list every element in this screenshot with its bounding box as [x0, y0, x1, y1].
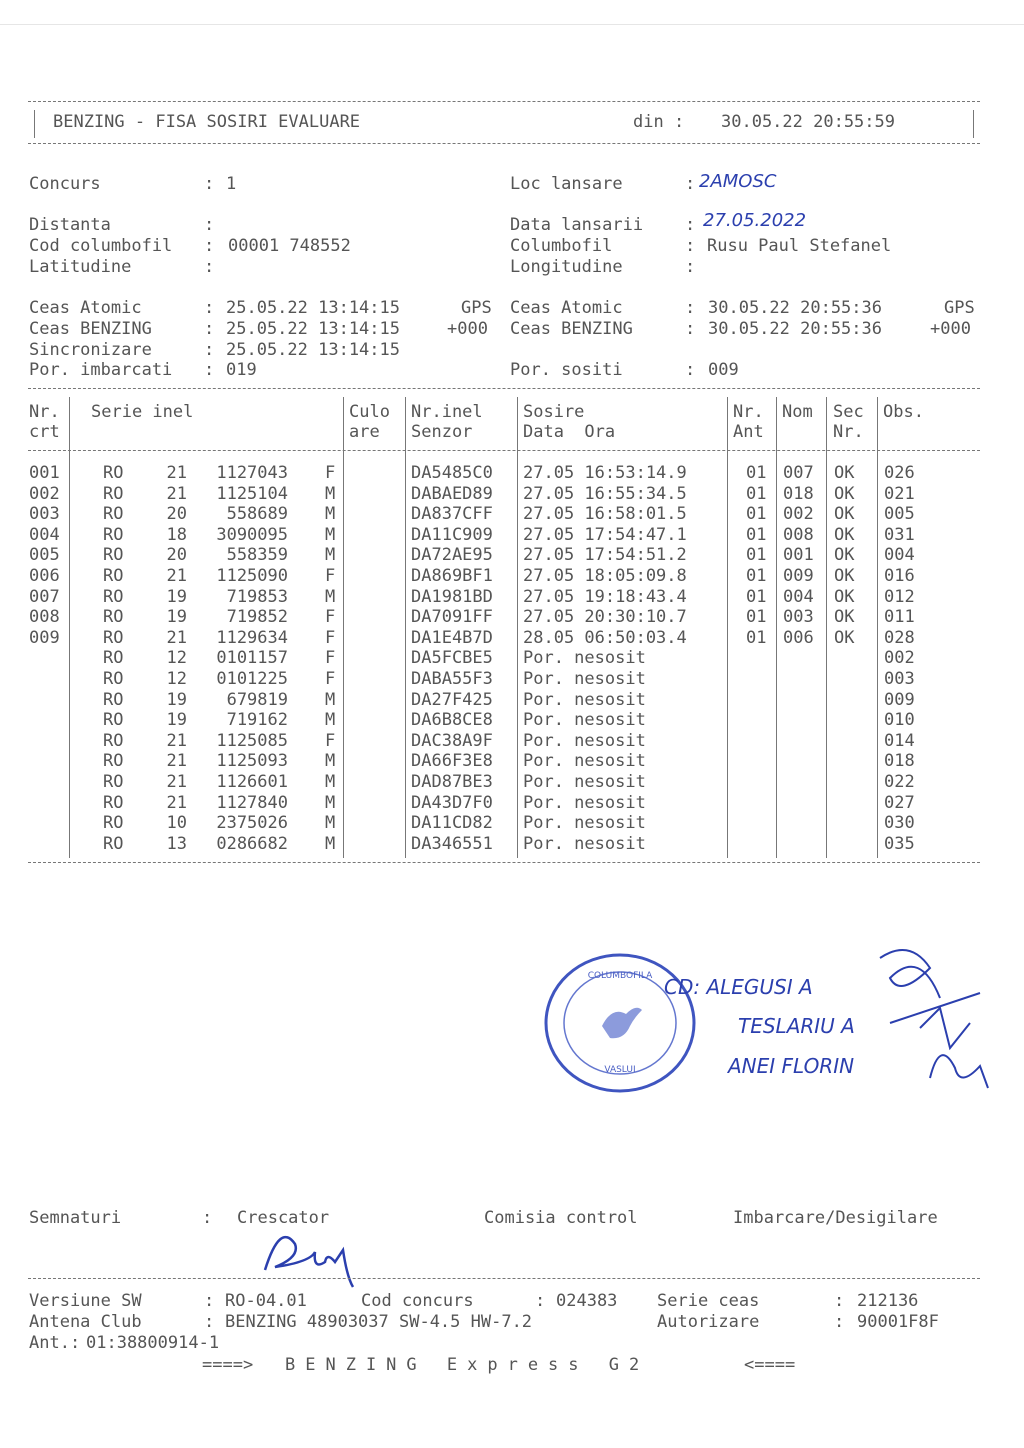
versiune-sw-label: Versiune SW [29, 1291, 142, 1311]
cell-obs: 021 [884, 483, 915, 504]
col-header-data-ora: Data Ora [523, 422, 616, 442]
cell-sex: F [325, 648, 336, 669]
versiune-sw-value: RO-04.01 [225, 1291, 307, 1311]
cell-tara: RO [103, 792, 124, 813]
cell-inel: 0286682 [216, 833, 288, 854]
cell-nom: 009 [783, 566, 814, 586]
ant-label: Ant.: [29, 1333, 81, 1353]
cell-inel: 558359 [226, 545, 288, 566]
cell-senzor: DA11CD82 [411, 813, 493, 834]
cell-tara: RO [103, 524, 124, 545]
footer-rule [28, 1278, 980, 1279]
cell-inel: 1125090 [216, 566, 288, 586]
cell-an: 13 [166, 833, 187, 854]
cell-inel: 1126601 [216, 772, 288, 792]
cell-tara: RO [103, 648, 124, 669]
table-column-divider [877, 397, 878, 858]
imbarcati-value: 019 [226, 360, 257, 380]
header-left-border [34, 110, 35, 138]
cell-senzor: DA72AE95 [411, 545, 493, 566]
col-header-nrinel: Nr.inel [411, 402, 483, 422]
table-top-rule [28, 388, 980, 389]
sositi-label: Por. sositi [510, 360, 623, 380]
header-bottom-rule [28, 143, 980, 144]
cell-obs: 016 [884, 566, 915, 586]
cell-senzor: DA5FCBE5 [411, 648, 493, 669]
cell-an: 12 [166, 669, 187, 689]
cell-sosire: 27.05 18:05:09.8 [523, 566, 687, 586]
cell-sosire: Por. nesosit [523, 669, 646, 689]
cell-sosire: Por. nesosit [523, 730, 646, 751]
cell-ant: 01 [746, 463, 767, 483]
cell-sec: OK [834, 627, 855, 648]
ceas-benzing-right-sep: : [685, 319, 696, 339]
cod-columbofil-sep: : [204, 236, 215, 256]
cell-senzor: DA6B8CE8 [411, 710, 493, 731]
signatures-sep: : [202, 1208, 213, 1228]
cell-an: 21 [166, 772, 187, 792]
cell-ant: 01 [746, 545, 767, 566]
ceas-atomic-end-suffix: GPS [944, 298, 975, 318]
cell-obs: 011 [884, 607, 915, 628]
cell-senzor: DAD87BE3 [411, 772, 493, 792]
longitudine-sep: : [685, 257, 696, 277]
cell-obs: 004 [884, 545, 915, 566]
col-header-crt: crt [29, 422, 60, 442]
cell-nr: 004 [29, 524, 60, 545]
cell-sosire: Por. nesosit [523, 833, 646, 854]
cell-ant: 01 [746, 627, 767, 648]
report-date: 30.05.22 20:55:59 [721, 112, 895, 132]
antena-club-value: BENZING 48903037 SW-4.5 HW-7.2 [225, 1312, 533, 1332]
cell-obs: 010 [884, 710, 915, 731]
cell-nom: 008 [783, 524, 814, 545]
signatures-label: Semnaturi [29, 1208, 122, 1228]
table-header-rule [28, 450, 980, 451]
cell-an: 19 [166, 689, 187, 710]
table-column-divider [343, 397, 344, 858]
cell-senzor: DA66F3E8 [411, 751, 493, 772]
cell-an: 12 [166, 648, 187, 669]
col-header-nr: Nr. [29, 402, 60, 422]
cell-obs: 014 [884, 730, 915, 751]
cell-sec: OK [834, 566, 855, 586]
antena-club-label: Antena Club [29, 1312, 142, 1332]
imbarcati-label: Por. imbarcati [29, 360, 173, 380]
data-lansarii-value: 27.05.2022 [703, 210, 807, 231]
cell-tara: RO [103, 833, 124, 854]
serie-ceas-sep: : [834, 1291, 845, 1311]
table-column-divider [69, 397, 70, 858]
association-stamp [540, 948, 700, 1098]
annotation-line-1: CD: ALEGUSI A [664, 975, 813, 999]
col-header-sec: Sec [833, 402, 864, 422]
cell-inel: 0101225 [216, 669, 288, 689]
col-header-culoare-1: Culo [349, 402, 390, 422]
cell-sosire: Por. nesosit [523, 689, 646, 710]
cell-inel: 0101157 [216, 648, 288, 669]
cell-sosire: 27.05 17:54:51.2 [523, 545, 687, 566]
cell-sec: OK [834, 607, 855, 628]
cell-sec: OK [834, 524, 855, 545]
ceas-benzing-end: 30.05.22 20:55:36 [708, 319, 882, 339]
col-header-nom: Nom [782, 402, 813, 422]
cell-inel: 1125085 [216, 730, 288, 751]
cell-obs: 022 [884, 772, 915, 792]
report-title: BENZING - FISA SOSIRI EVALUARE [53, 112, 361, 132]
ceas-benzing-label: Ceas BENZING [29, 319, 152, 339]
cod-concurs-label: Cod concurs [361, 1291, 474, 1311]
imbarcati-sep: : [204, 360, 215, 380]
cell-nr: 006 [29, 566, 60, 586]
columbofil-label: Columbofil [510, 236, 613, 256]
cell-nr: 009 [29, 627, 60, 648]
distanta-label: Distanta [29, 215, 111, 235]
cell-sosire: 27.05 17:54:47.1 [523, 524, 687, 545]
cell-senzor: DA837CFF [411, 504, 493, 525]
cell-obs: 012 [884, 586, 915, 607]
cell-sec: OK [834, 463, 855, 483]
cell-senzor: DA5485C0 [411, 463, 493, 483]
col-header-serie: Serie inel [91, 402, 194, 422]
cell-tara: RO [103, 463, 124, 483]
cell-sosire: 27.05 19:18:43.4 [523, 586, 687, 607]
cell-inel: 3090095 [216, 524, 288, 545]
crescator-signature [255, 1222, 365, 1292]
loc-lansare-label: Loc lansare [510, 174, 623, 194]
cell-an: 19 [166, 586, 187, 607]
committee-signatures [860, 938, 1000, 1098]
cell-an: 10 [166, 813, 187, 834]
cell-nr: 008 [29, 607, 60, 628]
cell-sosire: Por. nesosit [523, 813, 646, 834]
ceas-atomic-start-suffix: GPS [461, 298, 492, 318]
cell-sex: M [325, 483, 336, 504]
header-right-border [973, 110, 974, 138]
table-column-divider [826, 397, 827, 858]
cell-ant: 01 [746, 524, 767, 545]
cell-ant: 01 [746, 504, 767, 525]
cell-sec: OK [834, 483, 855, 504]
table-column-divider [727, 397, 728, 858]
columbofil-value: Rusu Paul Stefanel [707, 236, 892, 256]
cell-ant: 01 [746, 586, 767, 607]
cell-tara: RO [103, 545, 124, 566]
ceas-benzing-end-suffix: +000 [930, 319, 971, 339]
ceas-atomic-end: 30.05.22 20:55:36 [708, 298, 882, 318]
cell-senzor: DA43D7F0 [411, 792, 493, 813]
cell-tara: RO [103, 751, 124, 772]
cell-sex: F [325, 463, 336, 483]
cell-obs: 031 [884, 524, 915, 545]
col-header-senzor: Senzor [411, 422, 473, 442]
cell-ant: 01 [746, 483, 767, 504]
cell-tara: RO [103, 772, 124, 792]
cell-nom: 004 [783, 586, 814, 607]
cell-an: 21 [166, 566, 187, 586]
cell-tara: RO [103, 669, 124, 689]
ceas-benzing-sep: : [204, 319, 215, 339]
cell-tara: RO [103, 627, 124, 648]
cell-nr: 001 [29, 463, 60, 483]
cell-obs: 026 [884, 463, 915, 483]
serie-ceas-value: 212136 [857, 1291, 919, 1311]
cell-sex: M [325, 545, 336, 566]
cell-an: 21 [166, 627, 187, 648]
cell-inel: 719162 [226, 710, 288, 731]
cell-sosire: Por. nesosit [523, 772, 646, 792]
ceas-atomic-right-sep: : [685, 298, 696, 318]
cod-columbofil-label: Cod columbofil [29, 236, 173, 256]
sincronizare-sep: : [204, 340, 215, 360]
cell-inel: 1127840 [216, 792, 288, 813]
cell-nom: 002 [783, 504, 814, 525]
cell-an: 19 [166, 710, 187, 731]
cell-obs: 030 [884, 813, 915, 834]
col-header-sec-nr: Nr. [833, 422, 864, 442]
report-date-label: din : [633, 112, 685, 132]
versiune-sw-sep: : [204, 1291, 215, 1311]
col-header-nr-ant: Nr. [733, 402, 764, 422]
cell-nr: 002 [29, 483, 60, 504]
cell-an: 19 [166, 607, 187, 628]
cell-an: 21 [166, 751, 187, 772]
cell-tara: RO [103, 607, 124, 628]
distanta-sep: : [204, 215, 215, 235]
svg-text:VASLUI: VASLUI [604, 1065, 636, 1075]
cell-senzor: DABA55F3 [411, 669, 493, 689]
cell-tara: RO [103, 483, 124, 504]
antena-club-sep: : [204, 1312, 215, 1332]
cell-tara: RO [103, 566, 124, 586]
cell-inel: 558689 [226, 504, 288, 525]
cell-senzor: DAC38A9F [411, 730, 493, 751]
cell-sex: M [325, 792, 336, 813]
cell-inel: 1127043 [216, 463, 288, 483]
col-header-ant: Ant [733, 422, 764, 442]
cell-an: 21 [166, 463, 187, 483]
cell-sosire: Por. nesosit [523, 710, 646, 731]
cell-tara: RO [103, 813, 124, 834]
concurs-value: 1 [226, 174, 237, 194]
loc-lansare-value: 2AMOSC [699, 171, 777, 192]
cell-an: 21 [166, 792, 187, 813]
cell-obs: 005 [884, 504, 915, 525]
cell-nom: 001 [783, 545, 814, 566]
cell-nom: 007 [783, 463, 814, 483]
cell-tara: RO [103, 504, 124, 525]
cell-sec: OK [834, 586, 855, 607]
header-top-rule [28, 101, 980, 102]
cell-sex: M [325, 504, 336, 525]
sincronizare-label: Sincronizare [29, 340, 152, 360]
cell-ant: 01 [746, 566, 767, 586]
cell-obs: 028 [884, 627, 915, 648]
cell-obs: 002 [884, 648, 915, 669]
comisia-label: Comisia control [484, 1208, 638, 1228]
cell-inel: 2375026 [216, 813, 288, 834]
table-column-divider [405, 397, 406, 858]
longitudine-label: Longitudine [510, 257, 623, 277]
cell-sosire: 27.05 16:58:01.5 [523, 504, 687, 525]
cell-sosire: 27.05 20:30:10.7 [523, 607, 687, 628]
ceas-atomic-sep: : [204, 298, 215, 318]
data-lansarii-label: Data lansarii [510, 215, 644, 235]
cell-senzor: DA1981BD [411, 586, 493, 607]
cell-senzor: DA11C909 [411, 524, 493, 545]
data-lansarii-sep: : [685, 215, 696, 235]
cell-nr: 007 [29, 586, 60, 607]
cell-sex: M [325, 751, 336, 772]
banner-left-arrow: ====> [202, 1355, 254, 1375]
ant-value: 01:38800914-1 [86, 1333, 220, 1353]
ceas-atomic-start: 25.05.22 13:14:15 [226, 298, 400, 318]
ceas-benzing-start-suffix: +000 [447, 319, 488, 339]
latitudine-sep: : [204, 257, 215, 277]
cell-sosire: Por. nesosit [523, 792, 646, 813]
cell-tara: RO [103, 730, 124, 751]
cell-nr: 005 [29, 545, 60, 566]
cell-inel: 1125093 [216, 751, 288, 772]
cell-inel: 1129634 [216, 627, 288, 648]
cell-sosire: Por. nesosit [523, 648, 646, 669]
cell-obs: 009 [884, 689, 915, 710]
sincronizare-value: 25.05.22 13:14:15 [226, 340, 400, 360]
cell-tara: RO [103, 689, 124, 710]
table-bottom-rule [28, 862, 980, 863]
cell-nom: 006 [783, 627, 814, 648]
cell-sex: F [325, 730, 336, 751]
cell-an: 20 [166, 504, 187, 525]
cell-an: 20 [166, 545, 187, 566]
cell-sosire: 27.05 16:53:14.9 [523, 463, 687, 483]
cell-obs: 003 [884, 669, 915, 689]
imbarcare-label: Imbarcare/Desigilare [733, 1208, 938, 1228]
cell-sex: M [325, 710, 336, 731]
table-column-divider [517, 397, 518, 858]
cell-sex: F [325, 566, 336, 586]
latitudine-label: Latitudine [29, 257, 132, 277]
cell-nr: 003 [29, 504, 60, 525]
cell-sosire: Por. nesosit [523, 751, 646, 772]
cell-sosire: 27.05 16:55:34.5 [523, 483, 687, 504]
cell-senzor: DA869BF1 [411, 566, 493, 586]
cell-sosire: 28.05 06:50:03.4 [523, 627, 687, 648]
concurs-label: Concurs [29, 174, 101, 194]
cell-sex: M [325, 833, 336, 854]
cell-senzor: DABAED89 [411, 483, 493, 504]
cell-sex: F [325, 627, 336, 648]
cell-senzor: DA346551 [411, 833, 493, 854]
cell-inel: 1125104 [216, 483, 288, 504]
cell-sex: F [325, 669, 336, 689]
cell-senzor: DA7091FF [411, 607, 493, 628]
col-header-culoare-2: are [349, 422, 380, 442]
cell-sex: M [325, 586, 336, 607]
cell-obs: 035 [884, 833, 915, 854]
sositi-sep: : [685, 360, 696, 380]
cell-obs: 027 [884, 792, 915, 813]
crescator-label: Crescator [237, 1208, 330, 1228]
cell-sex: M [325, 689, 336, 710]
cell-an: 21 [166, 730, 187, 751]
cell-sex: F [325, 607, 336, 628]
autorizare-value: 90001F8F [857, 1312, 939, 1332]
ceas-atomic-label-right: Ceas Atomic [510, 298, 623, 318]
annotation-line-3: ANEI FLORIN [728, 1054, 855, 1078]
cell-obs: 018 [884, 751, 915, 772]
svg-text:COLUMBOFILA: COLUMBOFILA [587, 971, 653, 981]
cell-ant: 01 [746, 607, 767, 628]
ceas-benzing-label-right: Ceas BENZING [510, 319, 633, 339]
cod-columbofil-value: 00001 748552 [228, 236, 351, 256]
cell-inel: 719852 [226, 607, 288, 628]
cell-sex: M [325, 772, 336, 792]
cod-concurs-value: 024383 [556, 1291, 618, 1311]
ceas-atomic-label: Ceas Atomic [29, 298, 142, 318]
serie-ceas-label: Serie ceas [657, 1291, 760, 1311]
cell-nom: 018 [783, 483, 814, 504]
columbofil-sep: : [685, 236, 696, 256]
cell-sex: M [325, 524, 336, 545]
cell-inel: 719853 [226, 586, 288, 607]
cell-sec: OK [834, 504, 855, 525]
autorizare-sep: : [834, 1312, 845, 1332]
sositi-value: 009 [708, 360, 739, 380]
cell-nom: 003 [783, 607, 814, 628]
col-header-obs: Obs. [883, 402, 924, 422]
cell-inel: 679819 [226, 689, 288, 710]
cell-an: 21 [166, 483, 187, 504]
annotation-line-2: TESLARIU A [738, 1014, 855, 1038]
cell-sec: OK [834, 545, 855, 566]
ceas-benzing-start: 25.05.22 13:14:15 [226, 319, 400, 339]
cell-an: 18 [166, 524, 187, 545]
banner-right-arrow: <==== [744, 1355, 796, 1375]
banner-text: BENZING Express G2 [285, 1355, 650, 1375]
cell-tara: RO [103, 586, 124, 607]
concurs-sep: : [204, 174, 215, 194]
loc-lansare-sep: : [685, 174, 696, 194]
cell-senzor: DA1E4B7D [411, 627, 493, 648]
cell-senzor: DA27F425 [411, 689, 493, 710]
cod-concurs-sep: : [535, 1291, 546, 1311]
page-top-edge [0, 24, 1024, 25]
autorizare-label: Autorizare [657, 1312, 760, 1332]
cell-sex: M [325, 813, 336, 834]
col-header-sosire: Sosire [523, 402, 585, 422]
cell-tara: RO [103, 710, 124, 731]
table-column-divider [776, 397, 777, 858]
